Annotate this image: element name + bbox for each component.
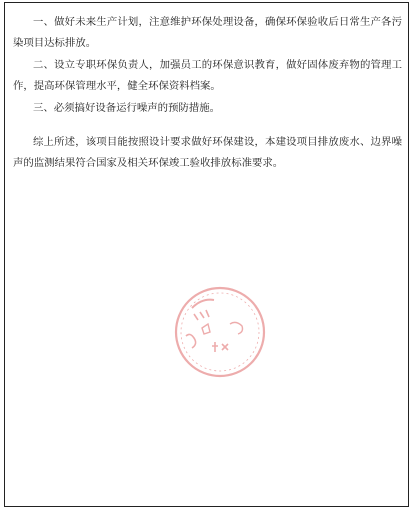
paragraph-summary: 综上所述，该项目能按照设计要求做好环保建设，本建设项目排放废水、边界噪声的监测结果符合国家及相关环保竣工验收排放标准要求。	[13, 136, 402, 169]
official-seal-icon	[172, 284, 268, 380]
paragraph-3: 三、必须搞好设备运行噪声的预防措施。	[33, 102, 221, 114]
paragraph-2: 二、设立专职环保负责人，加强员工的环保意识教育，做好固体废弃物的管理工作，提高环保管理水平，健全环保资料档案。	[13, 59, 402, 92]
paragraph-1: 一、做好未来生产计划，注意维护环保处理设备，确保环保验收后日常生产各污染项目达标排放。	[13, 16, 402, 49]
